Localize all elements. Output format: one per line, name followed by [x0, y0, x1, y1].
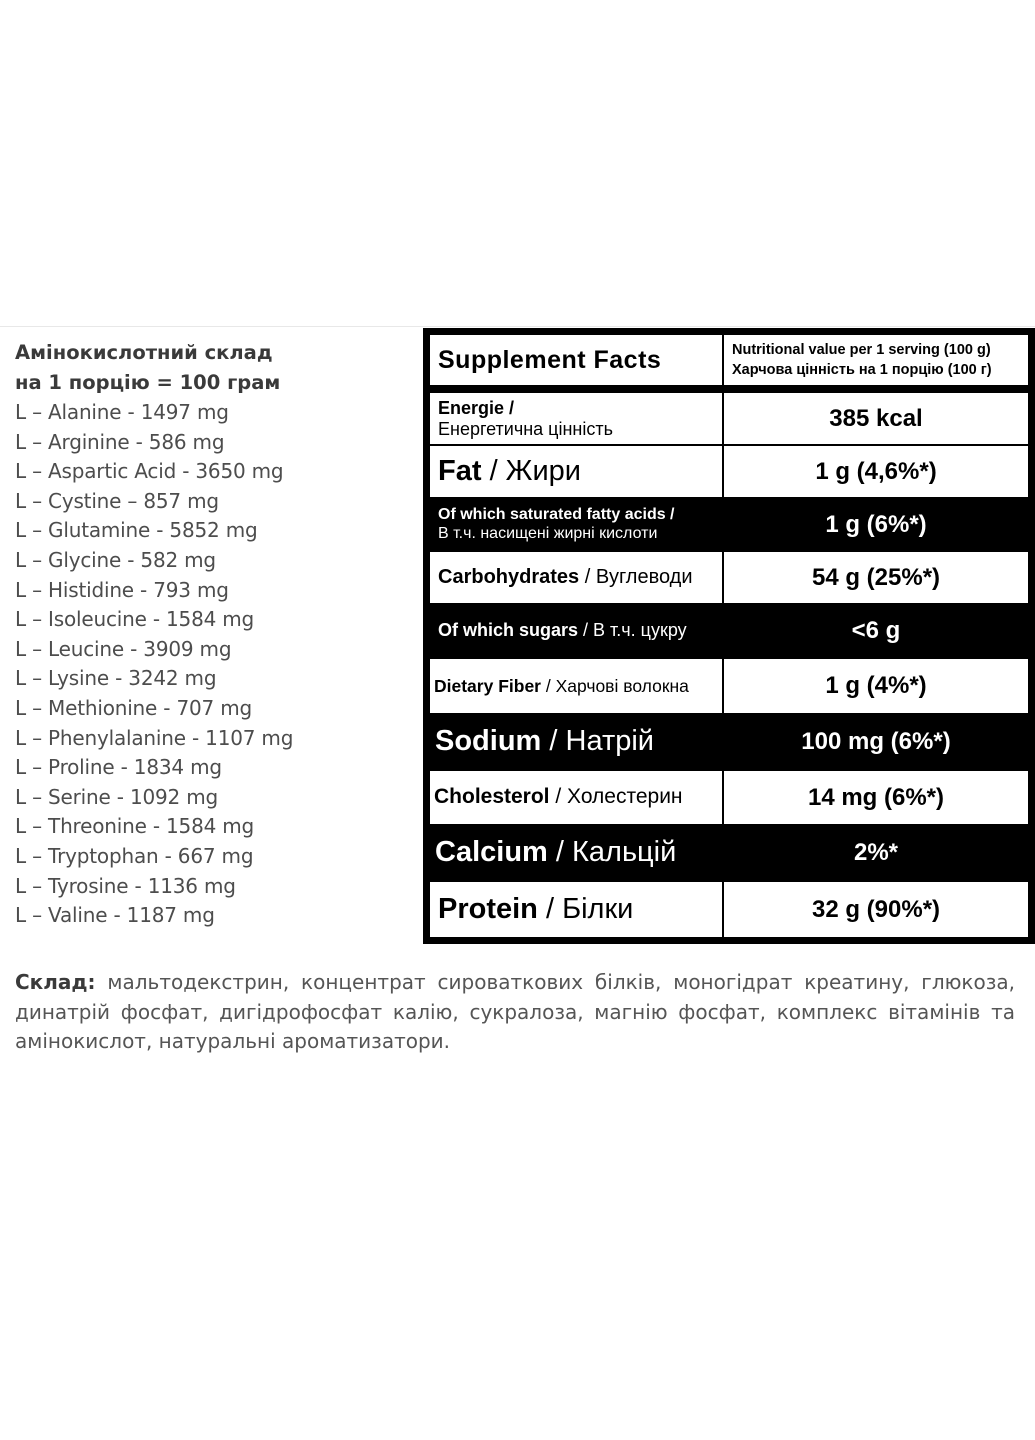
- amino-item: L – Tryptophan - 667 mg: [15, 843, 254, 868]
- fiber-label-ua: / Харчові волокна: [545, 675, 689, 696]
- energy-label-cell: [430, 393, 722, 444]
- composition-body: мальтодекстрин, концентрат сироваткових білків, моногідрат креатину, глюкоза, динатрій фосфат, дигідрофосфат калію, сукралоза, магнію фосфат, комплекс вітамінів та амінокислот, натуральні ароматизатори.: [15, 970, 1015, 1054]
- sodium-label-cell: [430, 715, 722, 769]
- calcium-row: [430, 826, 1028, 880]
- fat-label-cell: [430, 446, 722, 497]
- calcium-value-cell: [724, 826, 1028, 880]
- amino-item: L – Tyrosine - 1136 mg: [15, 873, 236, 898]
- carbs-value: 54 g (25%*): [811, 563, 941, 591]
- fiber-label-cell: [430, 659, 722, 713]
- saturated-label-en: Of which saturated fatty acids /: [438, 506, 675, 524]
- amino-item: L – Serine - 1092 mg: [15, 784, 218, 809]
- sugars-value-cell: [724, 605, 1028, 656]
- amino-item: L – Threonine - 1584 mg: [15, 814, 255, 839]
- cholesterol-label-ua: / Холестерин: [555, 785, 683, 809]
- cholesterol-label-en: Cholesterol: [434, 785, 550, 809]
- facts-title: Supplement Facts: [438, 345, 662, 374]
- carbs-label-ua: / Вуглеводи: [584, 566, 693, 588]
- amino-item: L – Proline - 1834 mg: [15, 755, 222, 780]
- amino-item: L – Valine - 1187 mg: [15, 903, 215, 928]
- amino-item: L – Glycine - 582 mg: [15, 547, 216, 572]
- amino-title-line2: на 1 порцію = 100 грам: [15, 371, 281, 394]
- saturated-value-cell: [724, 499, 1028, 550]
- protein-value: 32 g (90%*): [811, 895, 941, 923]
- saturated-value: 1 g (6%*): [825, 510, 927, 538]
- amino-item: L – Isoleucine - 1584 mg: [15, 607, 255, 632]
- sodium-value: 100 mg (6%*): [801, 728, 951, 755]
- protein-label-ua: / Білки: [545, 892, 634, 925]
- sugars-label-en: Of which sugars: [438, 620, 579, 641]
- calcium-label-cell: [430, 826, 722, 880]
- sugars-row: [430, 605, 1028, 656]
- protein-row: [430, 882, 1028, 937]
- amino-title-line1: Амінокислотний склад: [15, 341, 273, 364]
- cholesterol-value: 14 mg (6%*): [807, 783, 945, 811]
- amino-acid-section: [15, 338, 410, 931]
- amino-item: L – Histidine - 793 mg: [15, 577, 229, 602]
- composition-text: [15, 968, 1015, 1057]
- protein-label-cell: [430, 882, 722, 937]
- facts-title-cell: [430, 335, 722, 385]
- amino-item: L – Methionine - 707 mg: [15, 695, 252, 720]
- protein-value-cell: [724, 882, 1028, 937]
- energy-value: 385 kcal: [829, 404, 923, 432]
- fiber-row: [430, 659, 1028, 713]
- carbs-label-cell: [430, 552, 722, 603]
- sodium-label-en: Sodium: [435, 725, 542, 758]
- amino-item: L – Cystine – 857 mg: [15, 488, 219, 513]
- amino-item: L – Leucine - 3909 mg: [15, 636, 232, 661]
- saturated-label-ua: В т.ч. насищені жирні кислоти: [438, 524, 658, 542]
- cholesterol-label-cell: [430, 771, 722, 824]
- cholesterol-row: [430, 771, 1028, 824]
- fat-value-cell: [724, 446, 1028, 497]
- top-divider: [0, 326, 1035, 327]
- sugars-label-cell: [430, 605, 722, 656]
- fat-value: 1 g (4,6%*): [815, 457, 937, 485]
- amino-item: L – Alanine - 1497 mg: [15, 400, 229, 424]
- calcium-label-ua: / Кальцій: [555, 836, 677, 869]
- amino-item: L – Phenylalanine - 1107 mg: [15, 725, 294, 750]
- sugars-value: <6 g: [851, 616, 901, 644]
- calcium-value: 2%*: [853, 839, 899, 866]
- fiber-label-en: Dietary Fiber: [434, 675, 541, 696]
- saturated-row: [430, 499, 1028, 550]
- sugars-label-ua: / В т.ч. цукру: [583, 620, 687, 641]
- amino-item: L – Glutamine - 5852 mg: [15, 518, 258, 543]
- sodium-label-ua: / Натрій: [549, 725, 655, 758]
- cholesterol-value-cell: [724, 771, 1028, 824]
- facts-header-row: [430, 335, 1028, 385]
- serving-en: Nutritional value per 1 serving (100 g): [732, 342, 991, 358]
- sodium-value-cell: [724, 715, 1028, 769]
- supplement-facts-table: [423, 328, 1035, 944]
- serving-cell: [724, 335, 1028, 385]
- fat-label-en: Fat: [438, 454, 482, 487]
- energy-label-ua: Енергетична цінність: [438, 418, 613, 439]
- serving-ua: Харчова цінність на 1 порцію (100 г): [732, 362, 992, 378]
- amino-item: L – Arginine - 586 mg: [15, 429, 225, 454]
- carbs-row: [430, 552, 1028, 603]
- sodium-row: [430, 715, 1028, 769]
- fat-row: [430, 446, 1028, 497]
- protein-label-en: Protein: [438, 892, 538, 925]
- fiber-value-cell: [724, 659, 1028, 713]
- composition-lead: Склад:: [15, 970, 96, 994]
- amino-item: L – Aspartic Acid - 3650 mg: [15, 459, 284, 484]
- fat-label-ua: / Жири: [489, 454, 581, 487]
- saturated-label-cell: [430, 499, 722, 550]
- energy-label-en: Energie /: [438, 397, 515, 418]
- energy-value-cell: [724, 393, 1028, 444]
- energy-row: [430, 393, 1028, 444]
- amino-item: L – Lysine - 3242 mg: [15, 666, 217, 691]
- calcium-label-en: Calcium: [435, 836, 548, 869]
- carbs-value-cell: [724, 552, 1028, 603]
- carbs-label-en: Carbohydrates: [438, 566, 580, 588]
- fiber-value: 1 g (4%*): [825, 672, 927, 699]
